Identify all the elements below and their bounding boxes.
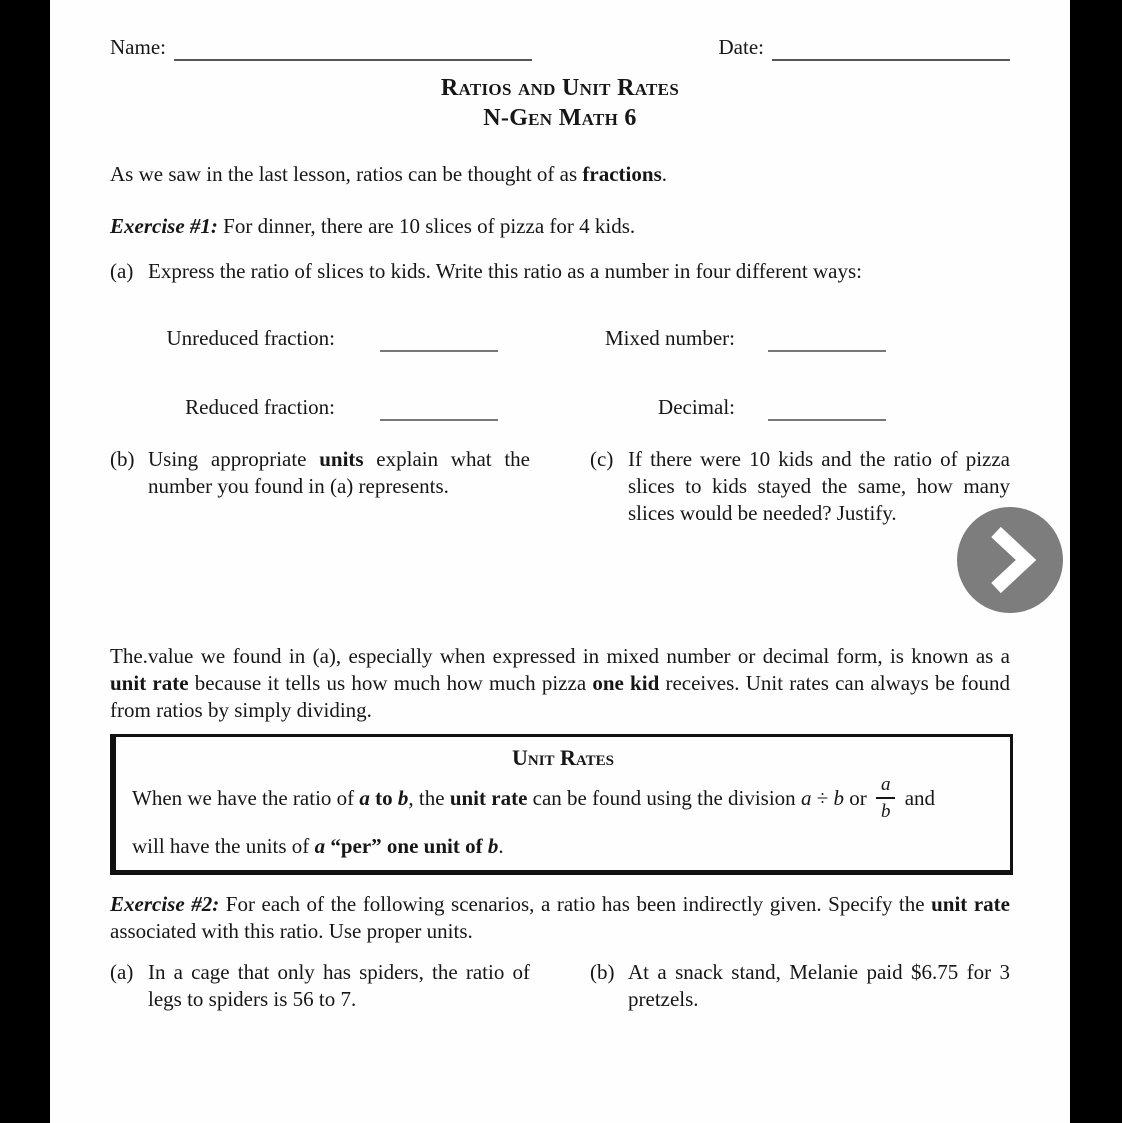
- worksheet-title: [110, 73, 1010, 133]
- unit-rates-box-title: Unit Rates: [511, 745, 615, 770]
- mixed-number-label: Mixed number:: [604, 326, 735, 350]
- title-line-2: N-Gen Math 6: [483, 105, 637, 131]
- part-a-text: Express the ratio of slices to kids. Write this ratio as a number in four different ways:: [148, 259, 862, 283]
- blanks-row-1: [110, 325, 1010, 352]
- unreduced-fraction-label: Unreduced fraction:: [166, 326, 335, 350]
- part-b-text: Using appropriate units explain what the number you found in (a) represents.: [148, 447, 530, 498]
- name-label: Name:: [110, 35, 166, 59]
- exercise1-part-b: [110, 446, 530, 527]
- unreduced-fraction-blank: [380, 333, 498, 352]
- exercise2-label: Exercise #2: For each of the following scenarios, a ratio has been indirectly given. Specify the unit rate associated with this ratio. Use proper units.: [110, 892, 1010, 943]
- part-marker: (b): [590, 960, 615, 984]
- part-c-text: If there were 10 kids and the ratio of pizza slices to kids stayed the same, how many slices would be needed? Justify.: [628, 447, 1010, 525]
- exercise2-part-b-text: At a snack stand, Melanie paid $6.75 for 3 pretzels.: [628, 960, 1010, 1011]
- inline-fraction: $\frac{a}{b}$: [876, 775, 896, 821]
- decimal-label: Decimal:: [658, 395, 735, 419]
- name-field-group: [110, 34, 532, 61]
- reduced-fraction-label: Reduced fraction:: [185, 395, 335, 419]
- reduced-fraction-blank: [380, 402, 498, 421]
- date-label: Date:: [718, 35, 764, 59]
- mixed-number-blank: [768, 333, 886, 352]
- name-blank-line: [174, 41, 532, 61]
- chevron-right-icon: [957, 507, 1063, 613]
- exercise1-label: Exercise #1: For dinner, there are 10 slices of pizza for 4 kids.: [110, 214, 636, 238]
- date-blank-line: [772, 41, 1010, 61]
- next-page-button[interactable]: [957, 507, 1063, 613]
- exercise1-part-c: [590, 446, 1010, 527]
- exercise1-part-a: [110, 258, 1010, 285]
- date-field-group: [719, 34, 1010, 61]
- part-marker: (c): [590, 447, 614, 471]
- intro-paragraph: As we saw in the last lesson, ratios can be thought of as fractions.: [110, 162, 667, 186]
- title-line-1: Ratios and Unit Rates: [440, 75, 680, 101]
- exercise2-parts-ab: [110, 959, 1010, 1013]
- part-marker: (b): [110, 447, 135, 471]
- part-marker: (a): [110, 960, 134, 984]
- blanks-row-2: [110, 394, 1010, 421]
- exercise1-parts-bc: [110, 446, 1010, 527]
- part-marker: (a): [110, 259, 134, 283]
- unit-rates-box-line-2: will have the units of a “per” one unit of b.: [132, 834, 504, 858]
- unit-rates-box: [110, 734, 1013, 875]
- exercise2-part-b: [590, 959, 1010, 1013]
- worksheet-page: [50, 0, 1070, 1123]
- unit-rate-paragraph: The.value we found in (a), especially when expressed in mixed number or decimal form, is known as a unit rate because it tells us how much how much pizza one kid receives. Unit rates can always be found from ratios by simply dividing.: [110, 644, 1010, 722]
- unit-rates-box-line-1: When we have the ratio of a to b, the unit rate can be found using the division a ÷ b or $\frac{a}{b}$ and: [132, 774, 936, 822]
- exercise2-part-a-text: In a cage that only has spiders, the ratio of legs to spiders is 56 to 7.: [148, 960, 530, 1011]
- decimal-blank: [768, 402, 886, 421]
- exercise2-part-a: [110, 959, 530, 1013]
- name-date-row: [110, 34, 1010, 61]
